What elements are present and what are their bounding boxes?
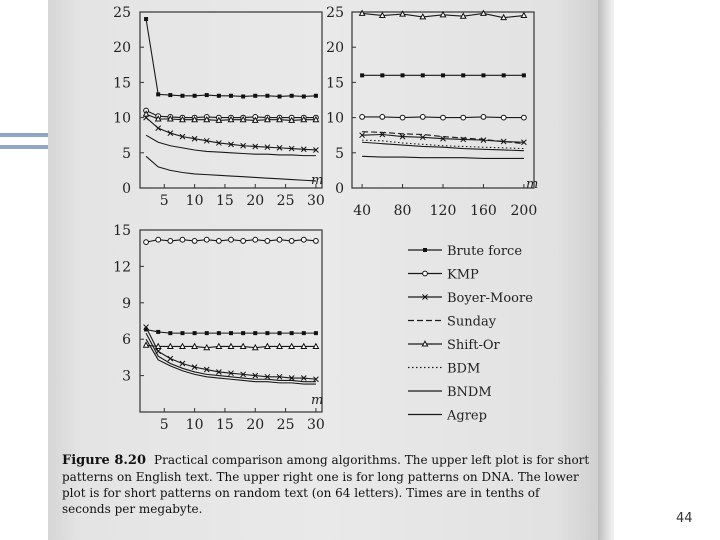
plot-1-ytick-label: 10 bbox=[113, 110, 131, 127]
plot-1-point-brute-force bbox=[205, 93, 209, 97]
plot-1-point-brute-force bbox=[302, 94, 306, 98]
legend-label-bdm: BDM bbox=[447, 361, 481, 377]
legend-label-shift-or: Shift-Or bbox=[447, 338, 500, 353]
plot-3-ytick-label: 15 bbox=[113, 223, 131, 239]
plot-3-point-kmp bbox=[216, 239, 221, 244]
plot-1-point-brute-force bbox=[180, 94, 184, 98]
plot-1-ytick-label: 20 bbox=[113, 40, 131, 57]
plot-2-point-kmp bbox=[400, 115, 405, 120]
plot-3-point-brute-force bbox=[265, 331, 269, 335]
plot-3-frame bbox=[140, 230, 322, 412]
plot-3-point-shift-or bbox=[180, 344, 185, 349]
page-number: 44 bbox=[676, 511, 693, 526]
plot-2-point-kmp bbox=[420, 114, 425, 119]
plot-3-point-brute-force bbox=[290, 331, 294, 335]
plot-2-ytick-label: 5 bbox=[335, 145, 344, 162]
plot-3-point-shift-or bbox=[192, 344, 197, 349]
legend-label-kmp: KMP bbox=[447, 267, 479, 283]
plot-1-point-brute-force bbox=[314, 94, 318, 98]
plot-2-point-shift-or bbox=[380, 13, 385, 18]
legend-marker-kmp bbox=[423, 271, 428, 276]
legend-label-agrep: Agrep bbox=[447, 408, 487, 424]
plot-1-point-brute-force bbox=[278, 94, 282, 98]
plot-2-xtick-label: 160 bbox=[470, 203, 497, 219]
plot-3-xtick-label: 10 bbox=[185, 417, 204, 433]
plot-3-point-brute-force bbox=[180, 331, 184, 335]
plot-2-xtick-label: 80 bbox=[393, 203, 412, 219]
plot-1-ytick-label: 15 bbox=[113, 75, 131, 92]
plot-3-point-kmp bbox=[301, 237, 306, 242]
plot-3-point-shift-or bbox=[289, 344, 294, 349]
plot-3-point-boyer-moore bbox=[168, 356, 173, 361]
plot-3-point-brute-force bbox=[314, 331, 318, 335]
plot-3-point-shift-or bbox=[168, 344, 173, 349]
plot-1-ytick-label: 5 bbox=[122, 145, 131, 162]
plot-1-series-bndm bbox=[146, 135, 316, 155]
plot-3-xtick-label: 5 bbox=[159, 417, 169, 433]
plot-3-ytick-label: 9 bbox=[122, 295, 131, 312]
plot-2-point-kmp bbox=[360, 114, 365, 119]
plot-3-point-shift-or bbox=[241, 344, 246, 349]
plot-2-point-brute-force bbox=[441, 73, 445, 77]
plot-2-point-shift-or bbox=[360, 11, 365, 16]
plot-1-point-boyer-moore bbox=[156, 126, 161, 131]
legend-marker-brute-force bbox=[423, 248, 427, 252]
plot-3-ytick-label: 12 bbox=[113, 259, 131, 276]
plot-2-ytick-label: 25 bbox=[326, 5, 344, 21]
legend-marker-shift-or bbox=[422, 341, 427, 346]
plot-1-point-brute-force bbox=[229, 94, 233, 98]
plot-1-point-brute-force bbox=[193, 94, 197, 98]
plot-3-point-kmp bbox=[265, 239, 270, 244]
plot-1-xtick-label: 25 bbox=[276, 193, 295, 209]
plot-3-point-shift-or bbox=[277, 344, 282, 349]
plot-3-x-variable: m bbox=[311, 393, 324, 408]
figure-caption-text: Practical comparison among algorithms. The upper left plot is for short patterns on English text. The upper right one is for long patterns on DNA. The lower plot is for short patterns on random text (on 64 letters). Times are in tenths of seconds per megabyte. bbox=[62, 453, 590, 516]
plot-2-point-brute-force bbox=[461, 73, 465, 77]
plot-2-point-kmp bbox=[441, 115, 446, 120]
plot-3-point-shift-or bbox=[313, 344, 318, 349]
plot-1-xtick-label: 15 bbox=[216, 193, 234, 209]
plot-3-point-shift-or bbox=[253, 345, 258, 350]
plot-2-series-sunday bbox=[362, 132, 524, 144]
plot-2-point-shift-or bbox=[440, 12, 445, 17]
plot-2-point-shift-or bbox=[501, 15, 506, 20]
plot-3-point-brute-force bbox=[229, 331, 233, 335]
plot-3-xtick-label: 20 bbox=[246, 417, 265, 433]
plot-3-xtick-label: 15 bbox=[216, 417, 234, 433]
plot-3-point-kmp bbox=[314, 239, 319, 244]
plot-3-point-brute-force bbox=[205, 331, 209, 335]
plot-2-point-kmp bbox=[380, 114, 385, 119]
plot-2-xtick-label: 120 bbox=[429, 203, 457, 219]
plot-1-series-brute-force bbox=[146, 19, 316, 96]
plot-3-point-brute-force bbox=[302, 331, 306, 335]
plot-2-ytick-label: 0 bbox=[335, 181, 344, 197]
plot-2-frame bbox=[352, 12, 534, 188]
plot-3-point-shift-or bbox=[265, 344, 270, 349]
plot-2-point-shift-or bbox=[420, 14, 425, 19]
plot-2-series-bndm bbox=[362, 142, 524, 150]
plot-3-point-shift-or bbox=[216, 344, 221, 349]
plot-1-x-variable: m bbox=[311, 173, 324, 188]
plot-1-point-brute-force bbox=[241, 94, 245, 98]
plot-3-point-kmp bbox=[241, 239, 246, 244]
plot-3-point-kmp bbox=[192, 239, 197, 244]
plot-2-point-brute-force bbox=[380, 73, 384, 77]
plot-1-point-brute-force bbox=[290, 94, 294, 98]
plot-1-point-brute-force bbox=[168, 93, 172, 97]
plot-2-xtick-label: 200 bbox=[510, 203, 538, 219]
legend-label-sunday: Sunday bbox=[447, 314, 497, 330]
plot-2-point-brute-force bbox=[421, 73, 425, 77]
plot-2-ytick-label: 20 bbox=[326, 40, 344, 57]
plot-3-ytick-label: 3 bbox=[122, 368, 131, 385]
plot-3-point-shift-or bbox=[204, 345, 209, 350]
plot-3-point-brute-force bbox=[253, 331, 257, 335]
plot-3-point-shift-or bbox=[301, 344, 306, 349]
plot-3-point-kmp bbox=[277, 237, 282, 242]
plot-2-point-shift-or bbox=[461, 13, 466, 18]
plot-1-point-brute-force bbox=[265, 94, 269, 98]
plot-2-point-brute-force bbox=[502, 73, 506, 77]
plot-3-point-brute-force bbox=[168, 331, 172, 335]
plot-3-point-kmp bbox=[204, 237, 209, 242]
figure-caption bbox=[62, 452, 592, 517]
plot-2-point-shift-or bbox=[521, 13, 526, 18]
plot-3-point-brute-force bbox=[241, 331, 245, 335]
plot-3-point-shift-or bbox=[156, 344, 161, 349]
plot-2-point-kmp bbox=[521, 115, 526, 120]
plot-3-point-shift-or bbox=[228, 344, 233, 349]
legend-label-bndm: BNDM bbox=[447, 385, 492, 400]
plot-2-series-agrep bbox=[362, 156, 524, 158]
plot-3-point-kmp bbox=[144, 240, 149, 245]
plot-2-point-kmp bbox=[481, 114, 486, 119]
plot-3-ytick-label: 6 bbox=[122, 332, 131, 349]
plot-1-series-agrep bbox=[146, 156, 316, 181]
plot-3-point-kmp bbox=[289, 239, 294, 244]
plot-2-point-brute-force bbox=[522, 73, 526, 77]
plot-2-point-shift-or bbox=[481, 11, 486, 16]
plot-2-ytick-label: 10 bbox=[326, 110, 344, 127]
legend-label-boyer-moore: Boyer-Moore bbox=[447, 291, 533, 306]
plot-1-ytick-label: 0 bbox=[122, 181, 131, 197]
plot-1-xtick-label: 5 bbox=[159, 193, 169, 209]
plot-3-point-brute-force bbox=[156, 330, 160, 334]
plot-2-point-kmp bbox=[501, 115, 506, 120]
plot-3-point-brute-force bbox=[193, 331, 197, 335]
plot-3-point-kmp bbox=[180, 237, 185, 242]
plot-1-xtick-label: 10 bbox=[185, 193, 204, 209]
plot-2-point-kmp bbox=[461, 115, 466, 120]
plot-1-point-brute-force bbox=[144, 17, 148, 21]
plot-1-xtick-label: 20 bbox=[246, 193, 265, 209]
plot-3-point-kmp bbox=[253, 237, 258, 242]
plot-1-frame bbox=[140, 12, 322, 188]
plot-3-point-brute-force bbox=[278, 331, 282, 335]
plot-3-point-kmp bbox=[156, 237, 161, 242]
plot-3-point-kmp bbox=[168, 239, 173, 244]
plot-3-point-brute-force bbox=[217, 331, 221, 335]
plot-1-ytick-label: 25 bbox=[113, 5, 131, 21]
legend-label-brute-force: Brute force bbox=[447, 244, 523, 259]
plot-3-xtick-label: 30 bbox=[307, 417, 325, 433]
plot-2-point-brute-force bbox=[401, 73, 405, 77]
plot-1-point-brute-force bbox=[217, 94, 221, 98]
plot-2-point-brute-force bbox=[481, 73, 485, 77]
plot-2-ytick-label: 15 bbox=[326, 75, 344, 92]
figure-label: Figure 8.20 bbox=[62, 453, 147, 468]
plot-1-point-brute-force bbox=[156, 92, 160, 96]
plot-1-xtick-label: 30 bbox=[307, 193, 325, 209]
plot-2-x-variable: m bbox=[526, 177, 539, 192]
plot-3-xtick-label: 25 bbox=[276, 417, 295, 433]
plot-1-point-brute-force bbox=[253, 94, 257, 98]
plot-3-point-kmp bbox=[229, 237, 234, 242]
plot-2-point-brute-force bbox=[360, 73, 364, 77]
plot-2-xtick-label: 40 bbox=[353, 203, 372, 219]
